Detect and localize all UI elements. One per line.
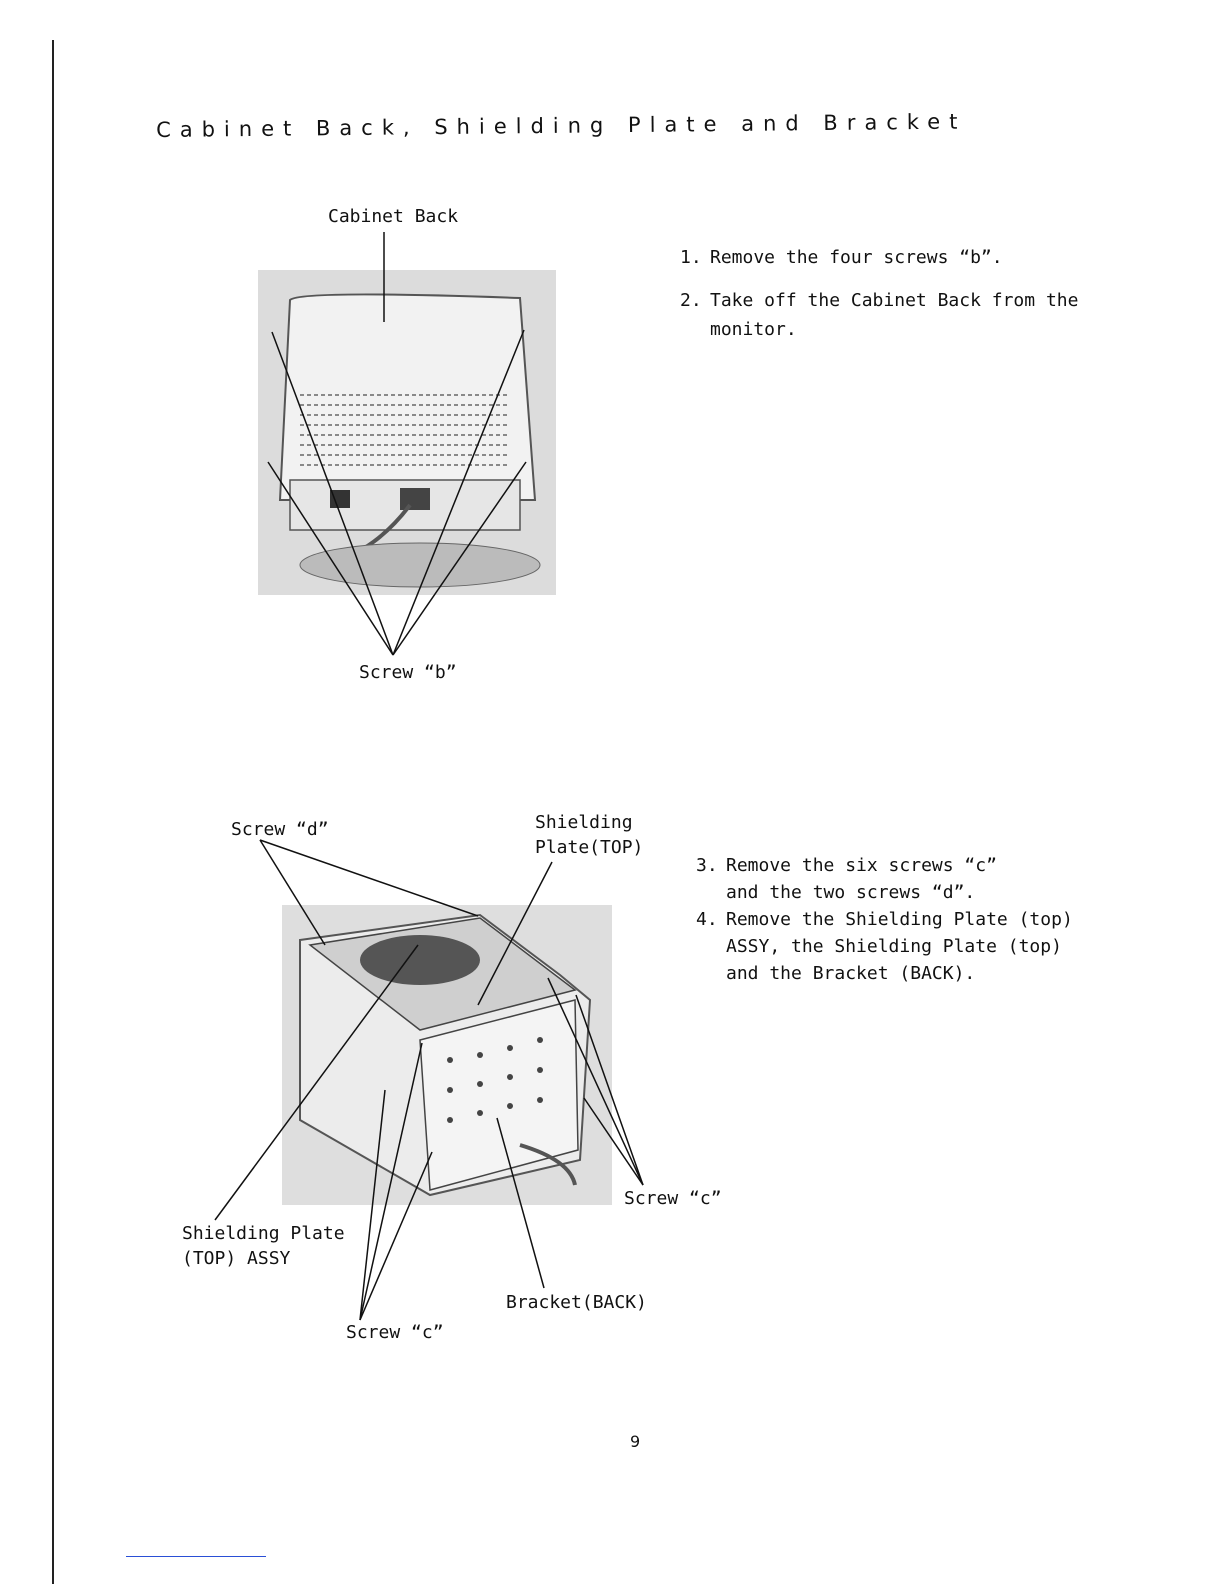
page-title: Cabinet Back, Shielding Plate and Bracket: [156, 109, 967, 142]
label-screw-c-bottom: Screw “c”: [346, 1322, 444, 1343]
instruction-steps-2: [696, 852, 1096, 987]
step-item: 1. Remove the four screws “b”.: [680, 247, 1003, 268]
label-screw-d: Screw “d”: [231, 819, 329, 840]
page-number: 9: [630, 1432, 641, 1451]
step-item: 4. Remove the Shielding Plate (top) ASSY, the Shielding Plate (top) and the Bracket (BACK).: [696, 909, 1073, 984]
step-item: 2. Take off the Cabinet Back from the monitor.: [680, 289, 1079, 340]
label-cabinet-back: Cabinet Back: [328, 206, 459, 227]
label-shielding-plate-top: Shielding Plate(TOP): [535, 812, 644, 859]
step-item: 3. Remove the six screws “c” and the two screws “d”.: [696, 855, 997, 903]
label-shielding-plate-assy: Shielding Plate (TOP) ASSY: [182, 1223, 345, 1270]
label-screw-b: Screw “b”: [359, 662, 457, 683]
label-bracket-back: Bracket(BACK): [506, 1292, 647, 1313]
crt-neck: [360, 935, 480, 985]
label-screw-c-right: Screw “c”: [624, 1188, 722, 1209]
footer-link-underline: [126, 1556, 266, 1557]
